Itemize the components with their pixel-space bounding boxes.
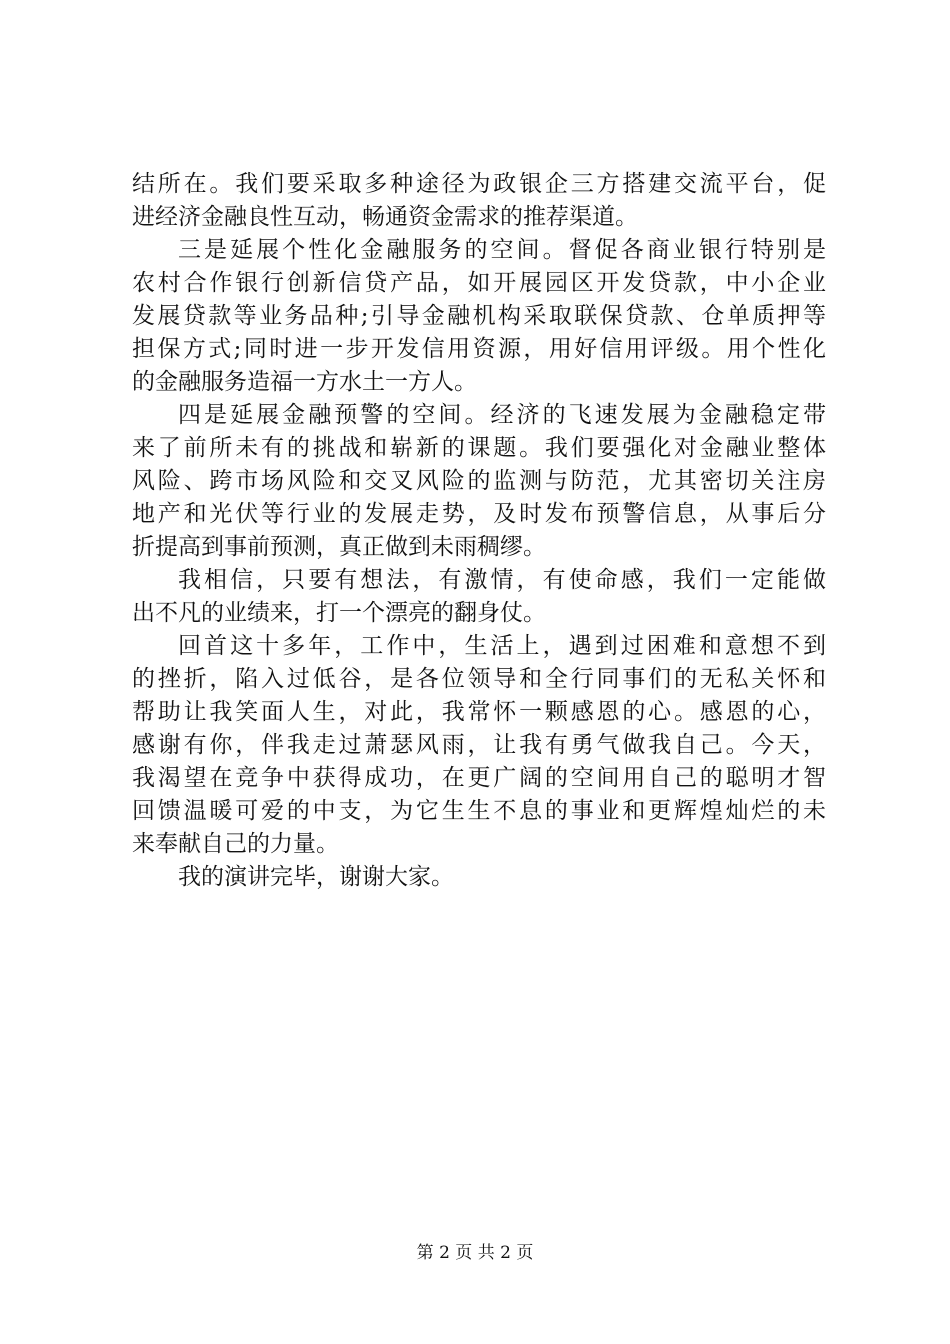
text-line: 来奉献自己的力量。 bbox=[132, 831, 339, 857]
paragraph-start-line: 回首这十多年，工作中，生活上，遇到过困难和意想不到 bbox=[178, 633, 826, 659]
text-line: 风险、跨市场风险和交叉风险的监测与防范，尤其密切关注房 bbox=[132, 468, 826, 494]
text-line: 的金融服务造福一方水土一方人。 bbox=[132, 369, 477, 395]
paragraph-start-line: 我相信，只要有想法，有激情，有使命感，我们一定能做 bbox=[178, 567, 826, 593]
text-line: 担保方式;同时进一步开发信用资源，用好信用评级。用个性化 bbox=[132, 336, 826, 362]
document-body bbox=[132, 168, 826, 894]
text-line: 发展贷款等业务品种;引导金融机构采取联保贷款、仓单质押等 bbox=[132, 303, 826, 329]
text-line: 结所在。我们要采取多种途径为政银企三方搭建交流平台，促 bbox=[132, 171, 826, 197]
text-line: 回馈温暖可爱的中支，为它生生不息的事业和更辉煌灿烂的未 bbox=[132, 798, 826, 824]
text-line: 感谢有你，伴我走过萧瑟风雨，让我有勇气做我自己。今天， bbox=[132, 732, 826, 758]
text-line: 我渴望在竞争中获得成功，在更广阔的空间用自己的聪明才智 bbox=[132, 765, 826, 791]
page-number-footer: 第 2 页 共 2 页 bbox=[416, 1243, 534, 1263]
text-line: 折提高到事前预测，真正做到未雨稠缪。 bbox=[132, 534, 546, 560]
text-line: 帮助让我笑面人生，对此，我常怀一颗感恩的心。感恩的心， bbox=[132, 699, 826, 725]
paragraph-start-line: 我的演讲完毕，谢谢大家。 bbox=[178, 864, 454, 890]
text-line: 进经济金融良性互动，畅通资金需求的推荐渠道。 bbox=[132, 204, 638, 230]
paragraph-start-line: 三是延展个性化金融服务的空间。督促各商业银行特别是 bbox=[178, 237, 826, 263]
text-line: 的挫折，陷入过低谷，是各位领导和全行同事们的无私关怀和 bbox=[132, 666, 826, 692]
text-line: 地产和光伏等行业的发展走势，及时发布预警信息，从事后分 bbox=[132, 501, 826, 527]
text-line: 出不凡的业绩来，打一个漂亮的翻身仗。 bbox=[132, 600, 546, 626]
text-line: 农村合作银行创新信贷产品，如开展园区开发贷款，中小企业 bbox=[132, 270, 826, 296]
paragraph-start-line: 四是延展金融预警的空间。经济的飞速发展为金融稳定带 bbox=[178, 402, 826, 428]
text-line: 来了前所未有的挑战和崭新的课题。我们要强化对金融业整体 bbox=[132, 435, 826, 461]
